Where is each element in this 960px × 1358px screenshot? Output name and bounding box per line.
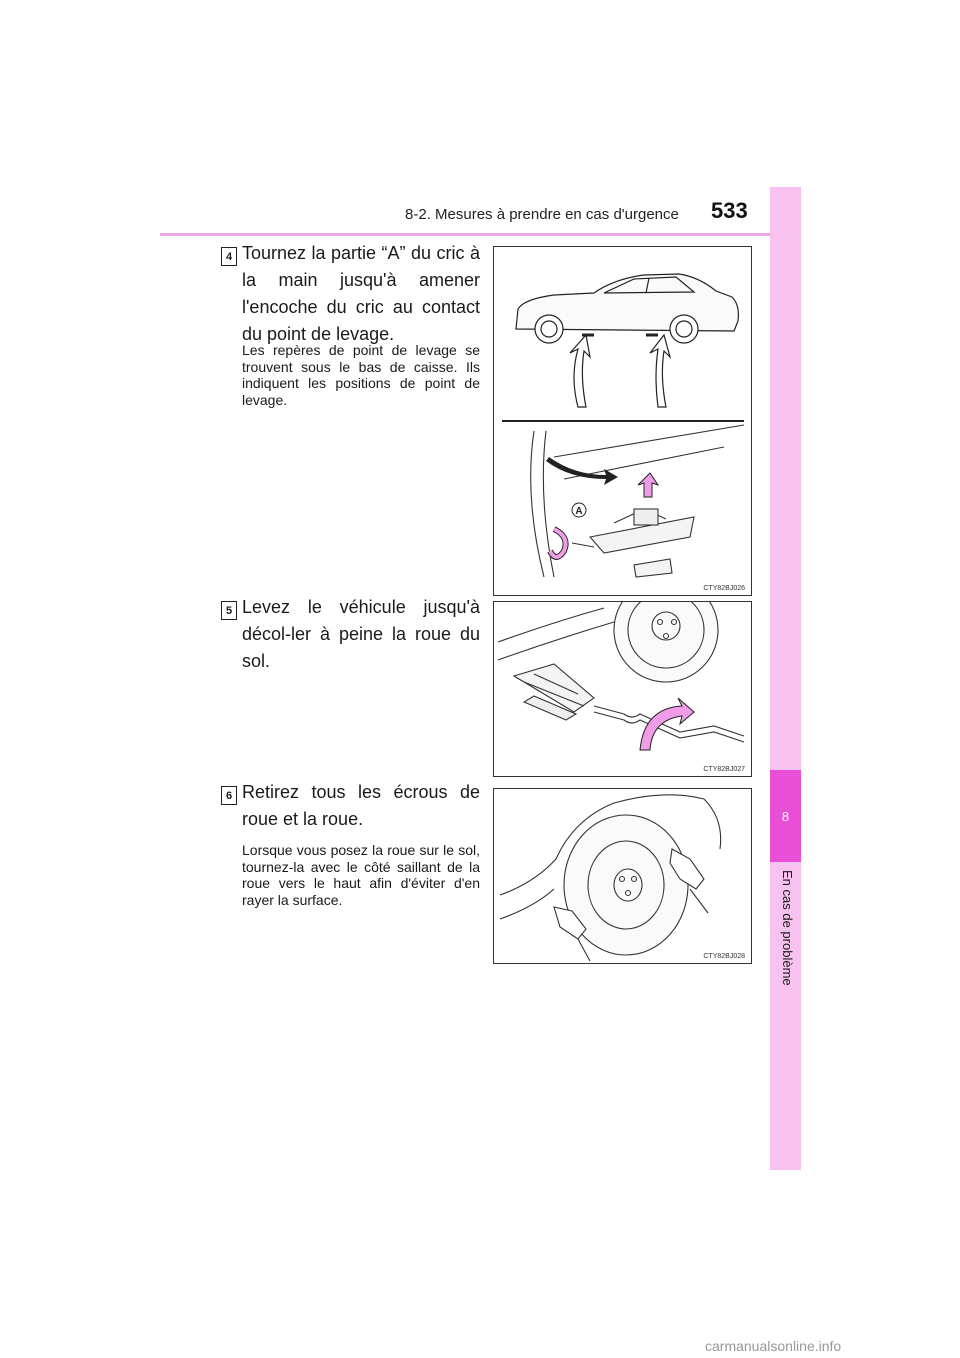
step-6-note: Lorsque vous posez la roue sur le sol, tournez-la avec le côté saillant de la roue vers le haut afin d'éviter d'en rayer la surface. [242,842,480,908]
figure-code: CTY82BJ028 [703,953,745,960]
page-number: 533 [711,198,748,223]
step-4-note: Les repères de point de levage se trouvent sous le bas de caisse. Ils indiquent les positions de point de levage. [242,342,480,408]
figure-code: CTY82BJ027 [703,766,745,773]
step-5-illustration [493,601,752,777]
step-4-text: Tournez la partie “A” du cric à la main jusqu'à amener l'encoche du cric au contact du point de levage. [242,243,480,344]
step-5-badge: 5 [221,601,237,620]
up-arrow-icon [570,335,590,407]
step-4-illustration [493,246,752,596]
header-section-title: 8-2. Mesures à prendre en cas d'urgence [405,206,679,223]
step-6-illustration [493,788,752,964]
step-6-text: Retirez tous les écrous de roue et la roue. [242,782,480,829]
step-4-badge: 4 [221,247,237,266]
footer-watermark: carmanualsonline.info [705,1338,842,1354]
header-rule [160,233,801,236]
chapter-side-tab [770,187,801,1170]
curved-arrow-icon [546,457,618,485]
step-5-text: Levez le véhicule jusqu'à décol-ler à peine la roue du sol. [242,597,480,671]
rotate-arrow-icon [640,698,694,750]
car-side-view-icon [516,274,738,343]
chapter-number: 8 [770,770,801,862]
figure-code: CTY82BJ026 [703,585,745,592]
part-a-label: A [575,506,583,517]
chapter-title: En cas de problème [780,870,795,986]
up-arrow-icon [638,473,658,497]
step-6-badge: 6 [221,786,237,805]
up-arrow-icon [650,335,670,407]
